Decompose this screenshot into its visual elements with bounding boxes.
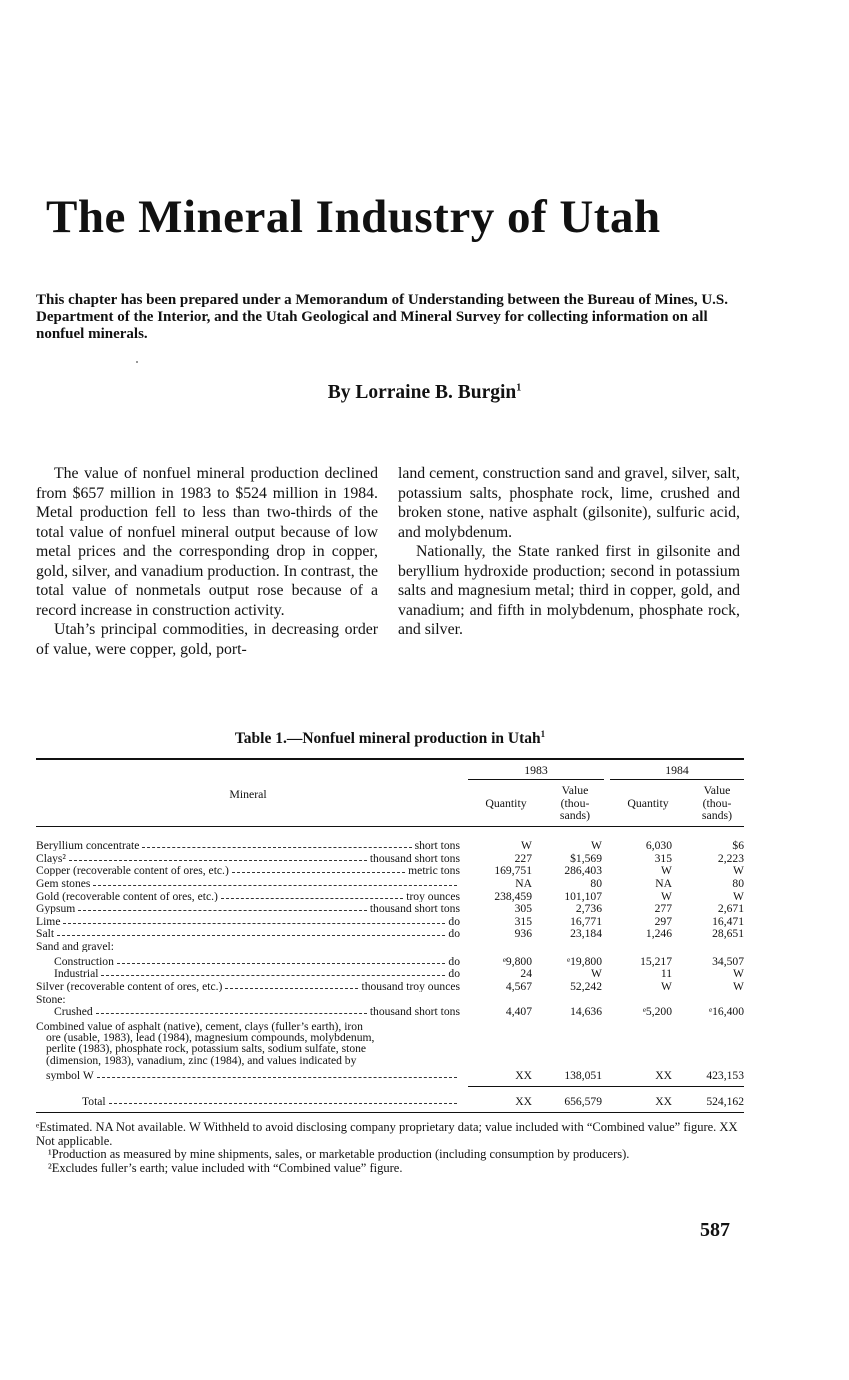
row-unit: metric tons [408, 865, 460, 876]
combined-line: (dimension, 1983), vanadium, zinc (1984), and values indicated by [46, 1053, 357, 1067]
row-label [36, 956, 460, 967]
page-number: 587 [700, 1219, 730, 1241]
table-bottom-rule [36, 1112, 744, 1113]
row-label-text: Gem stones [36, 878, 91, 889]
body-paragraph: The value of nonfuel mineral production declined from $657 million in 1983 to $524 million in 1984. Metal production fell to less than two-thirds of the total value of nonfuel mineral output because of low metal prices and the corresponding drop in copper, gold, silver, and vanadium production. In contrast, the total value of nonmetals output rose because of a record increase in construction activity. [36, 465, 378, 619]
table-footnotes [36, 1121, 748, 1175]
leader-dots [63, 916, 445, 924]
quantity-1984: ᵉ5,200 [642, 1005, 672, 1018]
header-value-line: Value [703, 783, 731, 797]
speck [136, 361, 138, 363]
leader-dots [109, 1096, 457, 1104]
author-name: By Lorraine B. Burgin [327, 382, 517, 403]
table-row [36, 981, 744, 992]
byline [0, 382, 849, 404]
quantity-1983: XX [515, 1069, 532, 1082]
chapter-intro: This chapter has been prepared under a Memorandum of Understanding between the Bureau of Mines, U.S. Department of the Interior, and the Utah Geological and Mineral Survey for collecting information on all nonfuel minerals. [36, 292, 728, 342]
combined-line: ore (usable, 1983), lead (1984), magnesium compounds, molybdenum, [46, 1031, 375, 1045]
quantity-1983: W [521, 839, 532, 852]
table-row [36, 916, 744, 927]
leader-dots [221, 891, 403, 899]
table-row [36, 903, 744, 914]
value-1984: W [733, 980, 744, 993]
row-unit: do [448, 968, 460, 979]
body-paragraph: Utah’s principal commodities, in decreasing order of value, were copper, gold, port- [36, 621, 378, 658]
header-quantity-1983: Quantity [485, 796, 527, 810]
leader-dots [117, 956, 446, 964]
row-label-text: Sand and gravel: [36, 941, 114, 952]
value-1983: 656,579 [564, 1095, 602, 1108]
row-label [36, 853, 460, 864]
table-title-text: Table 1.—Nonfuel mineral production in Utah [234, 730, 541, 748]
quantity-1983: 24 [520, 967, 532, 980]
quantity-1984: 315 [654, 852, 672, 865]
leader-dots [69, 853, 367, 861]
row-label-text: Clays² [36, 853, 66, 864]
leader-dots [101, 968, 445, 976]
value-1983: 80 [590, 877, 602, 890]
quantity-1983: NA [515, 877, 532, 890]
table-row [36, 1006, 744, 1017]
quantity-1984: W [661, 980, 672, 993]
body-paragraph: land cement, construction sand and gravel, silver, salt, potassium salts, phosphate rock, lime, crushed and broken stone, native asphalt (gilsonite), sulfuric acid, and molybdenum. [398, 465, 740, 541]
table-row [36, 865, 744, 876]
row-label-text: Copper (recoverable content of ores, etc.) [36, 865, 229, 876]
value-1983: 23,184 [570, 927, 602, 940]
year-rule-1984 [610, 779, 744, 780]
leader-dots [93, 878, 457, 886]
row-label-text: Lime [36, 916, 61, 927]
value-1984: 2,671 [717, 902, 744, 915]
value-1983: 14,636 [570, 1005, 602, 1018]
row-label [36, 1070, 460, 1081]
row-label-text: symbol W [46, 1070, 94, 1081]
header-mineral: Mineral [229, 787, 267, 801]
value-1984: 524,162 [706, 1095, 744, 1108]
combined-line: Combined value of asphalt (native), cement, clays (fuller’s earth), iron [36, 1020, 363, 1033]
footnote: ¹Production as measured by mine shipments, sales, or marketable production (including consumption by producers). [48, 1147, 630, 1161]
table-row [36, 928, 744, 939]
header-value-1983 [544, 784, 606, 822]
row-label [36, 1096, 460, 1107]
table-title-note: 1 [540, 729, 546, 739]
body-paragraph: Nationally, the State ranked first in gilsonite and beryllium hydroxide production; second in potassium salts and magnesium metal; third in copper, gold, and vanadium; and fifth in molybdenum, phosphate rock, and silver. [398, 543, 740, 638]
row-label [36, 941, 460, 952]
row-label-text: Beryllium concentrate [36, 840, 140, 851]
row-label-text: Construction [54, 956, 114, 967]
row-unit: short tons [414, 840, 460, 851]
row-label [36, 1006, 460, 1017]
table-row [36, 853, 744, 864]
leader-dots [97, 1070, 457, 1078]
quantity-1984: 11 [660, 967, 672, 980]
quantity-1983: 169,751 [494, 864, 532, 877]
leader-dots [96, 1006, 367, 1014]
table-title [0, 729, 780, 748]
quantity-1983: 4,407 [505, 1005, 532, 1018]
row-label [36, 903, 460, 914]
leader-dots [225, 981, 358, 989]
row-label [36, 916, 460, 927]
row-unit: thousand short tons [369, 1006, 460, 1017]
quantity-1983: XX [515, 1095, 532, 1108]
value-1983: 101,107 [564, 890, 602, 903]
quantity-1983: 238,459 [494, 890, 532, 903]
chapter-title: The Mineral Industry of Utah [46, 191, 661, 243]
row-unit: troy ounces [406, 891, 460, 902]
value-1984: $6 [732, 839, 744, 852]
quantity-1984: 297 [654, 915, 672, 928]
row-label-text: Stone: [36, 994, 66, 1005]
row-label [36, 994, 460, 1005]
row-unit: thousand short tons [369, 853, 460, 864]
header-quantity-1984: Quantity [627, 796, 669, 810]
value-1983: W [591, 967, 602, 980]
quantity-1984: NA [655, 877, 672, 890]
header-value-line: Value [561, 783, 589, 797]
table-row [36, 994, 744, 1005]
row-unit: do [448, 916, 460, 927]
row-label-text: Industrial [54, 968, 99, 979]
value-1983: 2,736 [575, 902, 602, 915]
quantity-1983: 4,567 [505, 980, 532, 993]
year-rule-1983 [468, 779, 604, 780]
row-label [36, 968, 460, 979]
body-column-left [36, 464, 378, 659]
row-label [36, 878, 460, 889]
row-label-text: Gold (recoverable content of ores, etc.) [36, 891, 218, 902]
value-1983: 52,242 [570, 980, 602, 993]
value-1984: W [733, 864, 744, 877]
header-bottom-rule [36, 826, 744, 827]
row-label-text: Gypsum [36, 903, 76, 914]
quantity-1984: 6,030 [645, 839, 672, 852]
header-value-line: sands) [701, 808, 733, 822]
table-row [36, 878, 744, 889]
quantity-1984: 277 [654, 902, 672, 915]
header-value-line: (thou- [702, 795, 732, 810]
table-row [36, 1070, 744, 1081]
row-label [36, 865, 460, 876]
quantity-1983: 227 [514, 852, 532, 865]
total-top-rule [468, 1086, 744, 1087]
quantity-1984: 1,246 [645, 927, 672, 940]
value-1984: 2,223 [717, 852, 744, 865]
value-1983: 286,403 [564, 864, 602, 877]
table-row [36, 840, 744, 851]
table-row [36, 891, 744, 902]
row-unit: thousand short tons [369, 903, 460, 914]
table-row [36, 968, 744, 979]
row-label-text: Silver (recoverable content of ores, etc.) [36, 981, 223, 992]
row-label [36, 840, 460, 851]
value-1984: 423,153 [706, 1069, 744, 1082]
footnote: ᵉEstimated. NA Not available. W Withheld to avoid disclosing company proprietary data; value included with “Combined value” figure. XX Not applicable. [36, 1120, 738, 1148]
value-1983: 138,051 [564, 1069, 602, 1082]
value-1984: 28,651 [712, 927, 744, 940]
value-1984: W [733, 890, 744, 903]
row-unit: thousand troy ounces [361, 981, 460, 992]
row-label [36, 928, 460, 939]
quantity-1983: 936 [514, 927, 532, 940]
quantity-1983: 315 [514, 915, 532, 928]
quantity-1984: XX [655, 1095, 672, 1108]
leader-dots [232, 865, 405, 873]
body-column-right [398, 464, 740, 640]
leader-dots [57, 928, 445, 936]
quantity-1984: W [661, 864, 672, 877]
header-year-1984: 1984 [665, 763, 689, 777]
value-1984: W [733, 967, 744, 980]
value-1983: W [591, 839, 602, 852]
header-year-1983: 1983 [524, 763, 548, 777]
combined-line: perlite (1983), phosphate rock, potassium salts, sodium sulfate, stone [46, 1042, 367, 1056]
quantity-1983: 305 [514, 902, 532, 915]
row-label [36, 981, 460, 992]
leader-dots [142, 840, 411, 848]
value-1983: 16,771 [570, 915, 602, 928]
table-row [36, 956, 744, 967]
row-label-text: Total [82, 1096, 106, 1107]
author-note-marker: 1 [516, 382, 522, 394]
combined-value-label [36, 1021, 460, 1066]
header-value-1984 [686, 784, 748, 822]
table-row [36, 941, 744, 952]
value-1984: 34,507 [712, 955, 744, 968]
value-1983: $1,569 [570, 852, 602, 865]
table-top-rule [36, 758, 744, 760]
footnote: ²Excludes fuller’s earth; value included with “Combined value” figure. [48, 1160, 403, 1175]
header-value-line: sands) [559, 808, 591, 822]
row-unit: do [448, 928, 460, 939]
quantity-1984: XX [655, 1069, 672, 1082]
value-1983: ᵉ19,800 [567, 955, 602, 968]
row-label-text: Salt [36, 928, 55, 939]
quantity-1984: W [661, 890, 672, 903]
row-label-text: Crushed [54, 1006, 93, 1017]
leader-dots [78, 903, 367, 911]
row-unit: do [448, 956, 460, 967]
value-1984: 16,471 [712, 915, 744, 928]
header-value-line: (thou- [560, 795, 590, 810]
table-row-total [36, 1096, 744, 1107]
quantity-1984: 15,217 [640, 955, 672, 968]
value-1984: ᵉ16,400 [709, 1005, 744, 1018]
value-1984: 80 [732, 877, 744, 890]
quantity-1983: ᵉ9,800 [502, 955, 532, 968]
row-label [36, 891, 460, 902]
